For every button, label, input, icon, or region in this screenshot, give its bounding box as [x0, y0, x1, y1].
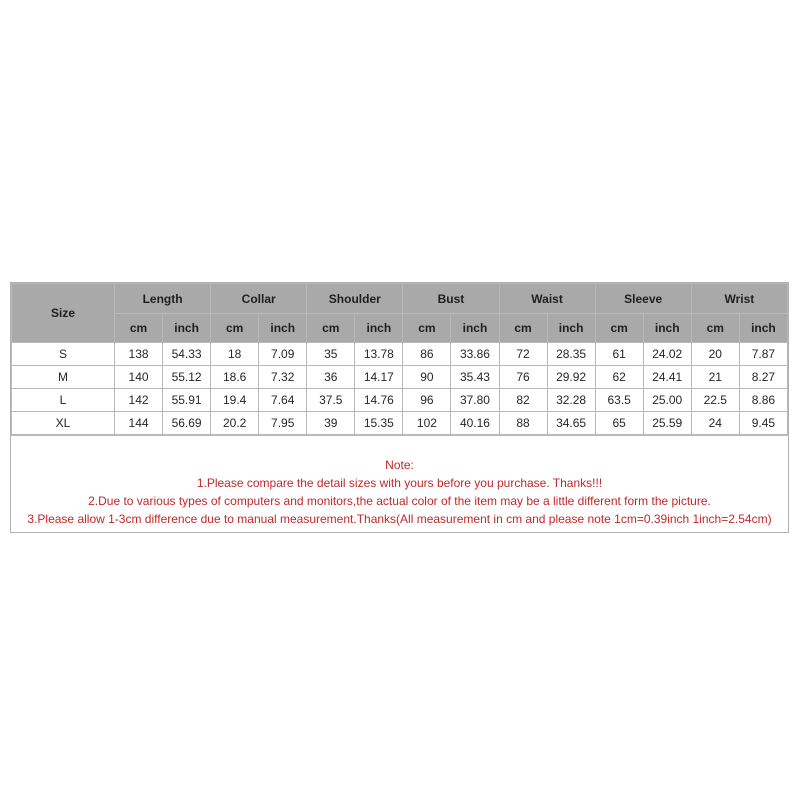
value-cell: 56.69: [163, 412, 211, 435]
value-cell: 72: [499, 343, 547, 366]
unit-header-inch: inch: [259, 314, 307, 343]
table-row: [12, 389, 788, 412]
value-cell: 54.33: [163, 343, 211, 366]
size-cell: XL: [12, 412, 115, 435]
group-header-waist: Waist: [499, 284, 595, 314]
header-group-row: [12, 284, 788, 314]
value-cell: 19.4: [211, 389, 259, 412]
value-cell: 55.12: [163, 366, 211, 389]
header-unit-row: [12, 314, 788, 343]
value-cell: 14.76: [355, 389, 403, 412]
group-header-wrist: Wrist: [691, 284, 787, 314]
value-cell: 24: [691, 412, 739, 435]
value-cell: 24.41: [643, 366, 691, 389]
size-header: Size: [12, 284, 115, 343]
note-title: Note:: [385, 458, 414, 472]
notes-section: [11, 435, 788, 532]
value-cell: 37.80: [451, 389, 499, 412]
value-cell: 7.87: [739, 343, 787, 366]
value-cell: 7.95: [259, 412, 307, 435]
value-cell: 138: [115, 343, 163, 366]
value-cell: 37.5: [307, 389, 355, 412]
table-row: [12, 412, 788, 435]
value-cell: 32.28: [547, 389, 595, 412]
value-cell: 96: [403, 389, 451, 412]
value-cell: 36: [307, 366, 355, 389]
value-cell: 34.65: [547, 412, 595, 435]
size-table-body: [12, 343, 788, 435]
table-row: [12, 343, 788, 366]
value-cell: 25.59: [643, 412, 691, 435]
value-cell: 35: [307, 343, 355, 366]
value-cell: 21: [691, 366, 739, 389]
value-cell: 65: [595, 412, 643, 435]
value-cell: 8.86: [739, 389, 787, 412]
value-cell: 35.43: [451, 366, 499, 389]
value-cell: 18: [211, 343, 259, 366]
group-header-length: Length: [115, 284, 211, 314]
value-cell: 88: [499, 412, 547, 435]
unit-header-inch: inch: [643, 314, 691, 343]
value-cell: 15.35: [355, 412, 403, 435]
unit-header-cm: cm: [115, 314, 163, 343]
unit-header-cm: cm: [595, 314, 643, 343]
value-cell: 144: [115, 412, 163, 435]
size-cell: M: [12, 366, 115, 389]
value-cell: 63.5: [595, 389, 643, 412]
unit-header-inch: inch: [355, 314, 403, 343]
value-cell: 39: [307, 412, 355, 435]
value-cell: 20: [691, 343, 739, 366]
unit-header-cm: cm: [211, 314, 259, 343]
value-cell: 90: [403, 366, 451, 389]
group-header-sleeve: Sleeve: [595, 284, 691, 314]
value-cell: 7.09: [259, 343, 307, 366]
group-header-shoulder: Shoulder: [307, 284, 403, 314]
value-cell: 142: [115, 389, 163, 412]
value-cell: 7.32: [259, 366, 307, 389]
value-cell: 28.35: [547, 343, 595, 366]
unit-header-cm: cm: [691, 314, 739, 343]
value-cell: 14.17: [355, 366, 403, 389]
size-table: [11, 283, 788, 435]
value-cell: 62: [595, 366, 643, 389]
group-header-collar: Collar: [211, 284, 307, 314]
unit-header-cm: cm: [499, 314, 547, 343]
value-cell: 76: [499, 366, 547, 389]
table-row: [12, 366, 788, 389]
value-cell: 140: [115, 366, 163, 389]
unit-header-inch: inch: [547, 314, 595, 343]
value-cell: 18.6: [211, 366, 259, 389]
value-cell: 9.45: [739, 412, 787, 435]
unit-header-inch: inch: [163, 314, 211, 343]
value-cell: 7.64: [259, 389, 307, 412]
value-cell: 102: [403, 412, 451, 435]
unit-header-cm: cm: [307, 314, 355, 343]
value-cell: 61: [595, 343, 643, 366]
note-line: 2.Due to various types of computers and monitors,the actual color of the item may be a little different form the picture.: [88, 494, 711, 508]
size-cell: S: [12, 343, 115, 366]
value-cell: 22.5: [691, 389, 739, 412]
value-cell: 40.16: [451, 412, 499, 435]
value-cell: 13.78: [355, 343, 403, 366]
unit-header-inch: inch: [739, 314, 787, 343]
value-cell: 33.86: [451, 343, 499, 366]
value-cell: 20.2: [211, 412, 259, 435]
value-cell: 82: [499, 389, 547, 412]
value-cell: 29.92: [547, 366, 595, 389]
value-cell: 55.91: [163, 389, 211, 412]
note-line: 3.Please allow 1-3cm difference due to manual measurement.Thanks(All measurement in cm and please note 1cm=0.39inch 1inch=2.54cm): [27, 512, 772, 526]
size-chart: [10, 282, 789, 533]
unit-header-cm: cm: [403, 314, 451, 343]
size-cell: L: [12, 389, 115, 412]
value-cell: 25.00: [643, 389, 691, 412]
note-line: 1.Please compare the detail sizes with yours before you purchase. Thanks!!!: [196, 476, 603, 490]
value-cell: 24.02: [643, 343, 691, 366]
unit-header-inch: inch: [451, 314, 499, 343]
value-cell: 86: [403, 343, 451, 366]
value-cell: 8.27: [739, 366, 787, 389]
group-header-bust: Bust: [403, 284, 499, 314]
